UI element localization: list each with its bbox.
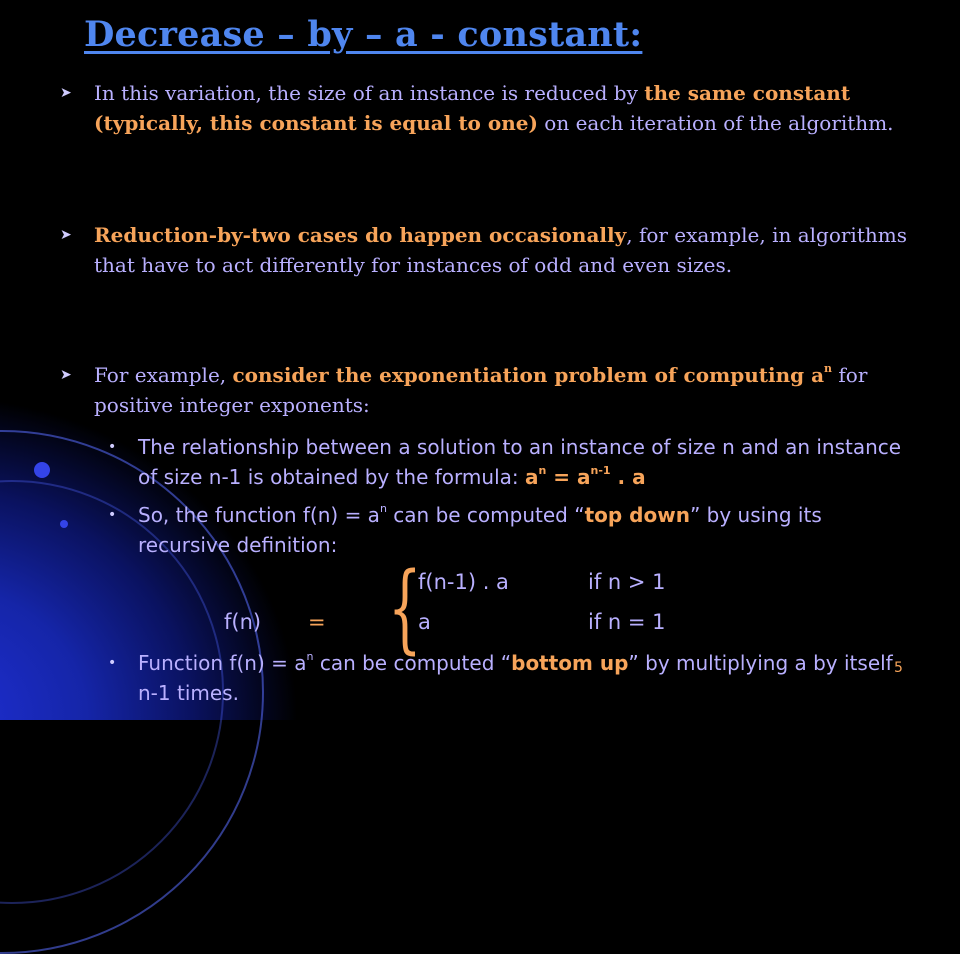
sub-bullet-item bbox=[108, 648, 908, 708]
sub-text: ” by multiplying a by itself n-1 times. bbox=[138, 651, 893, 705]
highlight-text: the same constant (typically, this constant is equal to one) bbox=[94, 81, 851, 135]
highlight-text: . a bbox=[610, 465, 646, 489]
superscript: n bbox=[306, 650, 314, 664]
highlight-text: consider the exponentiation problem of computing a bbox=[232, 363, 825, 387]
bullet-text: For example, bbox=[94, 363, 233, 387]
sub-bullet-item bbox=[108, 500, 908, 560]
bullet-text: on each iteration of the algorithm. bbox=[537, 111, 894, 135]
arrow-bullet-icon: ➤ bbox=[60, 227, 72, 243]
highlight-text: = a bbox=[546, 465, 591, 489]
sub-text: The relationship between a solution to an instance of size n and an instance of size n-1 is obtained by the formula: bbox=[138, 435, 902, 489]
formula-equals: = bbox=[308, 610, 326, 634]
brace-icon: { bbox=[388, 552, 422, 664]
arrow-bullet-icon: ➤ bbox=[60, 367, 72, 383]
highlight-text: bottom up bbox=[511, 651, 629, 675]
dot-bullet-icon: • bbox=[108, 439, 117, 455]
superscript: n bbox=[379, 502, 387, 516]
formula-case2-expr: a bbox=[418, 610, 431, 634]
bullet-text: In this variation, the size of an instance is reduced by bbox=[94, 81, 645, 105]
superscript: n bbox=[824, 362, 833, 376]
decorative-dot bbox=[34, 462, 50, 478]
bullet-item bbox=[60, 360, 940, 420]
highlight-text: Reduction-by-two cases do happen occasionally bbox=[94, 223, 627, 247]
formula-case1-cond: if n > 1 bbox=[588, 570, 666, 594]
bullet-item bbox=[60, 220, 940, 280]
bullet-item bbox=[60, 78, 940, 138]
highlight-text: a bbox=[524, 465, 539, 489]
superscript: n-1 bbox=[590, 464, 611, 478]
sub-text: can be computed “ bbox=[313, 651, 512, 675]
highlight-text: top down bbox=[584, 503, 690, 527]
sub-text: So, the function f(n) = a bbox=[138, 503, 380, 527]
sub-text: can be computed “ bbox=[386, 503, 585, 527]
formula-case2-cond: if n = 1 bbox=[588, 610, 666, 634]
dot-bullet-icon: • bbox=[108, 655, 117, 671]
slide-title: Decrease – by – a - constant: bbox=[84, 14, 643, 55]
page-number: 5 bbox=[894, 660, 903, 676]
bullet-text: for positive integer exponents: bbox=[94, 363, 868, 417]
sub-text: Function f(n) = a bbox=[138, 651, 307, 675]
arrow-bullet-icon: ➤ bbox=[60, 85, 72, 101]
superscript: n bbox=[538, 464, 547, 478]
formula-fn: f(n) bbox=[224, 610, 262, 634]
sub-text: ” by using its recursive definition: bbox=[138, 503, 822, 557]
decorative-dot bbox=[60, 520, 68, 528]
bullet-text: , for example, in algorithms that have to act differently for instances of odd and even sizes. bbox=[94, 223, 907, 277]
formula-case1-expr: f(n-1) . a bbox=[418, 570, 509, 594]
sub-bullet-item bbox=[108, 432, 908, 492]
dot-bullet-icon: • bbox=[108, 507, 117, 523]
